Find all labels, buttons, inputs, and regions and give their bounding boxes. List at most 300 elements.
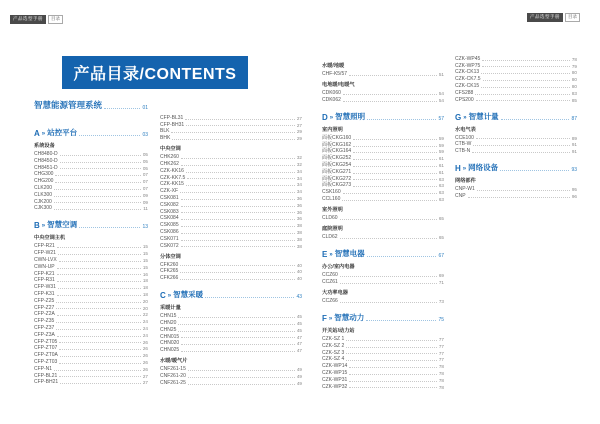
page-number: 01: [142, 105, 148, 111]
toc-item: [160, 346, 302, 353]
page-number: 36: [296, 216, 302, 222]
dot-leader: [367, 119, 436, 120]
toc-item: [160, 128, 302, 135]
entry-label: CFP-N1: [34, 365, 53, 372]
entry-label: CNF261-20: [160, 373, 186, 380]
dot-leader: [180, 279, 295, 280]
page-number: 36: [296, 196, 302, 201]
entry-label: CFP-BH31: [160, 121, 185, 128]
entry-label: CZK-KK15: [160, 181, 184, 188]
section-name-tag: 目录: [565, 13, 580, 22]
dot-leader: [60, 162, 141, 163]
dot-leader: [57, 247, 141, 248]
entry-label: CFP-BL31: [160, 114, 184, 121]
entry-label: CFP-W21: [34, 250, 56, 257]
entry-label: 面板CKG162: [322, 141, 352, 148]
entry-label: 面板CKG271: [322, 168, 352, 175]
dot-leader: [181, 240, 295, 241]
page-number: 65: [438, 235, 444, 241]
entry-label: CFK265: [160, 268, 179, 275]
toc-item: [322, 271, 444, 278]
toc-item: [322, 182, 444, 189]
page-number: 43: [296, 294, 302, 301]
entry-label: CHG200: [34, 178, 54, 185]
entry-label: CFP-Z27: [34, 304, 55, 311]
entry-label: CHN25: [160, 326, 177, 333]
dot-leader: [57, 268, 141, 269]
entry-label: CCL160: [322, 196, 341, 203]
page-number: 26: [142, 339, 148, 345]
entry-label: CLD60: [322, 215, 338, 222]
page-number: 05: [142, 158, 148, 164]
toc-item: [34, 358, 148, 365]
entry-label: CDK060: [322, 90, 341, 97]
toc-item: [322, 278, 444, 285]
entry-label: CHN15: [160, 313, 177, 320]
entry-label: CLD62: [322, 234, 338, 241]
page-number: 18: [142, 292, 148, 298]
page-number: 95: [571, 187, 577, 193]
dot-leader: [181, 219, 295, 220]
entry-label: CZK-WP32: [322, 383, 348, 390]
toc-item: [322, 233, 444, 240]
entry-label: CJK200: [34, 198, 52, 205]
dot-leader: [60, 168, 141, 169]
page-number: 15: [142, 264, 148, 270]
toc-item: [455, 141, 577, 148]
toc-item: [455, 185, 577, 192]
entry-label: CSK082: [160, 201, 179, 208]
entry-label: CSK084: [160, 215, 179, 222]
entry-label: CCZ61: [322, 278, 338, 285]
dot-leader: [188, 370, 295, 371]
dot-leader: [346, 347, 437, 348]
entry-label: CTB-W: [455, 141, 472, 148]
page-header-badge-right: [527, 13, 580, 22]
page-number: 27: [296, 115, 302, 121]
entry-label: BLK: [160, 128, 170, 135]
chevron-right-icon: »: [328, 315, 333, 322]
dot-leader: [181, 246, 295, 247]
entry-label: CNP: [455, 193, 466, 200]
page-number: 38: [296, 236, 302, 242]
entry-label: CFP-BL21: [34, 372, 58, 379]
dot-leader: [57, 274, 141, 275]
dot-leader: [59, 261, 141, 262]
dot-leader: [54, 209, 141, 210]
entry-label: CH8451-D: [34, 164, 58, 171]
dot-leader: [172, 139, 295, 140]
entry-label: CZK-CK13: [455, 69, 480, 76]
toc-item: [455, 147, 577, 154]
toc-item: [34, 311, 148, 318]
chevron-right-icon: »: [329, 252, 333, 259]
dot-leader: [178, 324, 294, 325]
dot-leader: [59, 342, 141, 343]
entry-label: CCZ66: [322, 297, 338, 304]
page-number: 71: [438, 279, 444, 285]
page-number: 18: [142, 278, 148, 284]
entry-label: CFP-W31: [34, 284, 56, 291]
page-number: 09: [142, 192, 148, 198]
group-label: 网络部件: [455, 178, 476, 185]
entry-label: CLK200: [34, 185, 53, 192]
dot-leader: [56, 302, 141, 303]
group-label: 中央空调主机: [34, 235, 66, 242]
page-number: 13: [142, 224, 148, 231]
page-number: 78: [571, 56, 577, 62]
page-number: 26: [142, 353, 148, 359]
dot-leader: [473, 145, 569, 146]
toc-item: [455, 134, 577, 141]
toc-item: [322, 214, 444, 221]
entry-label: CZK-SZ 1: [322, 336, 345, 343]
entry-label: CFP-ZT0A: [34, 352, 58, 359]
dot-leader: [340, 302, 437, 303]
dot-leader: [181, 199, 295, 200]
dot-leader: [353, 166, 437, 167]
dot-leader: [477, 190, 570, 191]
page-number: 75: [438, 316, 444, 323]
toc-item: [160, 153, 302, 160]
entry-label: CSK072: [160, 242, 179, 249]
entry-label: 面板CKG273: [322, 182, 352, 189]
entry-label: CSK086: [160, 228, 179, 235]
dot-leader: [501, 119, 570, 120]
dot-leader: [55, 175, 140, 176]
dot-leader: [476, 138, 570, 139]
toc-item: [160, 228, 302, 235]
entry-label: CZK-XF: [160, 188, 179, 195]
dot-leader: [56, 329, 141, 330]
dot-leader: [482, 66, 570, 67]
toc-item: [160, 274, 302, 281]
toc-item: [34, 171, 148, 178]
page-number: 57: [438, 115, 444, 122]
page-number: 49: [296, 380, 302, 386]
entry-label: CFP-Z25: [34, 297, 55, 304]
dot-leader: [54, 202, 141, 203]
page-number: 93: [571, 167, 577, 174]
toc-item: [34, 205, 148, 212]
dot-leader: [188, 384, 295, 385]
toc-item: [160, 114, 302, 121]
toc-item: [322, 70, 444, 77]
toc-item: [160, 221, 302, 228]
toc-item: [34, 345, 148, 352]
toc-item: [455, 75, 577, 82]
toc-item: [160, 235, 302, 242]
dot-leader: [104, 108, 140, 109]
page-number: 61: [438, 163, 444, 169]
page-number: 34: [296, 182, 302, 188]
page-number: 29: [296, 136, 302, 142]
toc-item: [160, 160, 302, 167]
toc-item: [455, 55, 577, 62]
toc-column: [34, 99, 148, 385]
dot-leader: [353, 139, 437, 140]
entry-label: 面板CKG254: [322, 162, 352, 169]
section-heading: [34, 219, 148, 230]
entry-label: 智慧照明: [335, 111, 366, 121]
dot-leader: [178, 331, 294, 332]
toc-item: [160, 215, 302, 222]
toc-item: [322, 383, 444, 390]
entry-label: CTB-N: [455, 148, 471, 155]
entry-label: CHN015: [160, 333, 180, 340]
page-number: 54: [438, 91, 444, 97]
dot-leader: [483, 80, 570, 81]
toc-item: [34, 164, 148, 171]
toc-item: [160, 333, 302, 340]
entry-label: CZK-CK15: [455, 82, 480, 89]
dot-leader: [353, 179, 437, 180]
page-number: 63: [438, 197, 444, 203]
dot-leader: [181, 233, 295, 234]
page-number: 05: [142, 152, 148, 158]
section-letter: G: [455, 112, 462, 122]
toc-item: [322, 335, 444, 342]
dot-leader: [186, 125, 295, 126]
dot-leader: [346, 353, 437, 354]
entry-label: CHN20: [160, 320, 177, 327]
dot-leader: [500, 170, 569, 171]
dot-leader: [56, 308, 141, 309]
toc-item: [322, 342, 444, 349]
page-number: 78: [438, 377, 444, 383]
toc-item: [34, 351, 148, 358]
page-number: 11: [143, 206, 148, 212]
page-number: 20: [142, 298, 148, 304]
toc-item: [34, 338, 148, 345]
page-number: 63: [438, 176, 444, 182]
page-number: 79: [571, 63, 577, 69]
entry-label: CNF261-25: [160, 379, 186, 386]
dot-leader: [349, 374, 437, 375]
section-letter: D: [322, 112, 328, 122]
entry-label: CFP-K21: [34, 270, 55, 277]
page-number: 38: [296, 243, 302, 249]
toc-item: [160, 340, 302, 347]
toc-item: [34, 277, 148, 284]
entry-label: CFP-R31: [34, 277, 55, 284]
entry-label: CFK260: [160, 261, 179, 268]
page-number: 32: [296, 155, 302, 161]
page-number: 36: [296, 209, 302, 215]
page-number: 26: [142, 346, 148, 352]
dot-leader: [340, 238, 437, 239]
page-number: 85: [571, 97, 577, 103]
toc-item: [160, 261, 302, 268]
chevron-right-icon: »: [41, 131, 46, 137]
page-number: 26: [142, 359, 148, 365]
dot-leader: [79, 227, 140, 228]
page-number: 27: [142, 373, 148, 379]
dot-leader: [186, 185, 295, 186]
toc-item: [34, 177, 148, 184]
page-number: 40: [296, 269, 302, 275]
page-number: 38: [296, 229, 302, 235]
section-letter: A: [34, 129, 40, 138]
dot-leader: [353, 159, 437, 160]
entry-label: BHK: [160, 135, 171, 142]
dot-leader: [59, 376, 141, 377]
toc-item: [160, 208, 302, 215]
dot-leader: [56, 322, 141, 323]
toc-item: [34, 249, 148, 256]
chevron-right-icon: »: [329, 114, 334, 121]
entry-label: CLK300: [34, 191, 53, 198]
page-number: 80: [571, 77, 577, 83]
entry-label: CDK062: [322, 96, 341, 103]
dot-leader: [59, 349, 141, 350]
section-heading: [455, 162, 577, 173]
page-number: 45: [296, 314, 302, 320]
toc-item: [322, 195, 444, 202]
page-number: 47: [296, 341, 302, 347]
toc-item: [34, 297, 148, 304]
dot-leader: [181, 337, 295, 338]
dot-leader: [481, 87, 570, 88]
entry-label: CHG300: [34, 171, 54, 178]
group-label: 分体空调: [160, 253, 181, 260]
page-number: 73: [438, 298, 444, 304]
toc-item: [455, 69, 577, 76]
page-number: 59: [438, 149, 444, 155]
section-name-tag: 目录: [48, 15, 63, 24]
series-title: [34, 99, 148, 111]
dot-leader: [181, 158, 295, 159]
toc-column: [160, 114, 302, 386]
dot-leader: [54, 196, 141, 197]
entry-label: CWN-LVX: [34, 257, 57, 264]
dot-leader: [181, 206, 295, 207]
section-heading: [322, 248, 444, 259]
page-number: 77: [438, 350, 444, 356]
dot-leader: [185, 119, 295, 120]
page-number: 15: [142, 244, 148, 250]
page-number: 63: [438, 190, 444, 196]
page-number: 16: [142, 271, 148, 277]
dot-leader: [180, 272, 295, 273]
dot-leader: [353, 152, 437, 153]
dot-leader: [353, 146, 437, 147]
entry-label: CZK-WP31: [322, 376, 348, 383]
dot-leader: [340, 219, 437, 220]
entry-label: CH8480-D: [34, 151, 58, 158]
dot-leader: [54, 370, 141, 371]
entry-label: CFP-R21: [34, 243, 55, 250]
toc-item: [322, 89, 444, 96]
page-number: 03: [142, 132, 148, 138]
manual-name-tag: 产品选型手册: [527, 13, 563, 22]
dot-leader: [367, 256, 437, 257]
entry-label: CFP-Z3A: [34, 331, 55, 338]
group-label: 采暖计量: [160, 305, 181, 312]
group-label: 电地暖/电暖气: [322, 82, 355, 89]
page-number: 61: [438, 156, 444, 162]
page-number: 27: [296, 122, 302, 128]
dot-leader: [181, 344, 295, 345]
chevron-right-icon: »: [463, 114, 467, 121]
dot-leader: [476, 100, 570, 101]
page-number: 34: [296, 189, 302, 195]
toc-item: [160, 181, 302, 188]
toc-item: [455, 82, 577, 89]
dot-leader: [79, 135, 140, 136]
page-number: 18: [142, 285, 148, 291]
dot-leader: [366, 320, 436, 321]
dot-leader: [349, 387, 437, 388]
entry-label: 智慧计量: [468, 111, 499, 121]
toc-item: [34, 324, 148, 331]
entry-label: CSK085: [160, 222, 179, 229]
dot-leader: [353, 186, 437, 187]
page-number: 61: [438, 169, 444, 175]
toc-item: [34, 290, 148, 297]
dot-leader: [475, 94, 570, 95]
toc-item: [160, 121, 302, 128]
entry-label: CFK266: [160, 275, 179, 282]
dot-leader: [481, 73, 570, 74]
entry-label: CHK262: [160, 161, 179, 168]
toc-item: [160, 379, 302, 386]
page-number: 15: [142, 258, 148, 264]
toc-item: [34, 372, 148, 379]
contents-banner-title: 产品目录/CONTENTS: [73, 66, 237, 83]
toc-item: [34, 256, 148, 263]
toc-item: [34, 379, 148, 386]
page-number: 36: [296, 202, 302, 208]
page-number: 22: [142, 312, 148, 318]
toc-item: [34, 331, 148, 338]
entry-label: 智慧采暖: [173, 290, 204, 300]
toc-item: [34, 317, 148, 324]
toc-column: [322, 58, 444, 390]
page-number: 38: [296, 223, 302, 229]
dot-leader: [187, 178, 295, 179]
chevron-right-icon: »: [462, 166, 467, 173]
dot-leader: [188, 377, 295, 378]
entry-label: CFP-Z37: [34, 325, 55, 331]
page-number: 78: [438, 384, 444, 390]
toc-item: [322, 96, 444, 103]
toc-item: [160, 187, 302, 194]
group-label: 开关站/动力站: [322, 327, 355, 334]
page-number: 20: [142, 305, 148, 311]
page-number: 34: [296, 175, 302, 181]
entry-label: CZK-WP14: [322, 363, 348, 370]
page-number: 26: [142, 366, 148, 372]
dot-leader: [57, 295, 141, 296]
section-letter: F: [322, 313, 327, 323]
dot-leader: [181, 212, 295, 213]
page-number: 80: [571, 70, 577, 76]
dot-leader: [340, 276, 437, 277]
page-number: 24: [142, 326, 148, 331]
toc-item: [34, 263, 148, 270]
entry-label: CH8450-D: [34, 157, 58, 164]
page-number: 24: [142, 332, 148, 338]
page-number: 07: [142, 172, 148, 178]
page-number: 40: [296, 276, 302, 282]
toc-item: [34, 283, 148, 290]
dot-leader: [353, 173, 437, 174]
page-header-badge-left: [10, 15, 63, 24]
page-number: 77: [438, 357, 444, 363]
page-number: 91: [571, 142, 577, 148]
page-number: 07: [142, 179, 148, 185]
